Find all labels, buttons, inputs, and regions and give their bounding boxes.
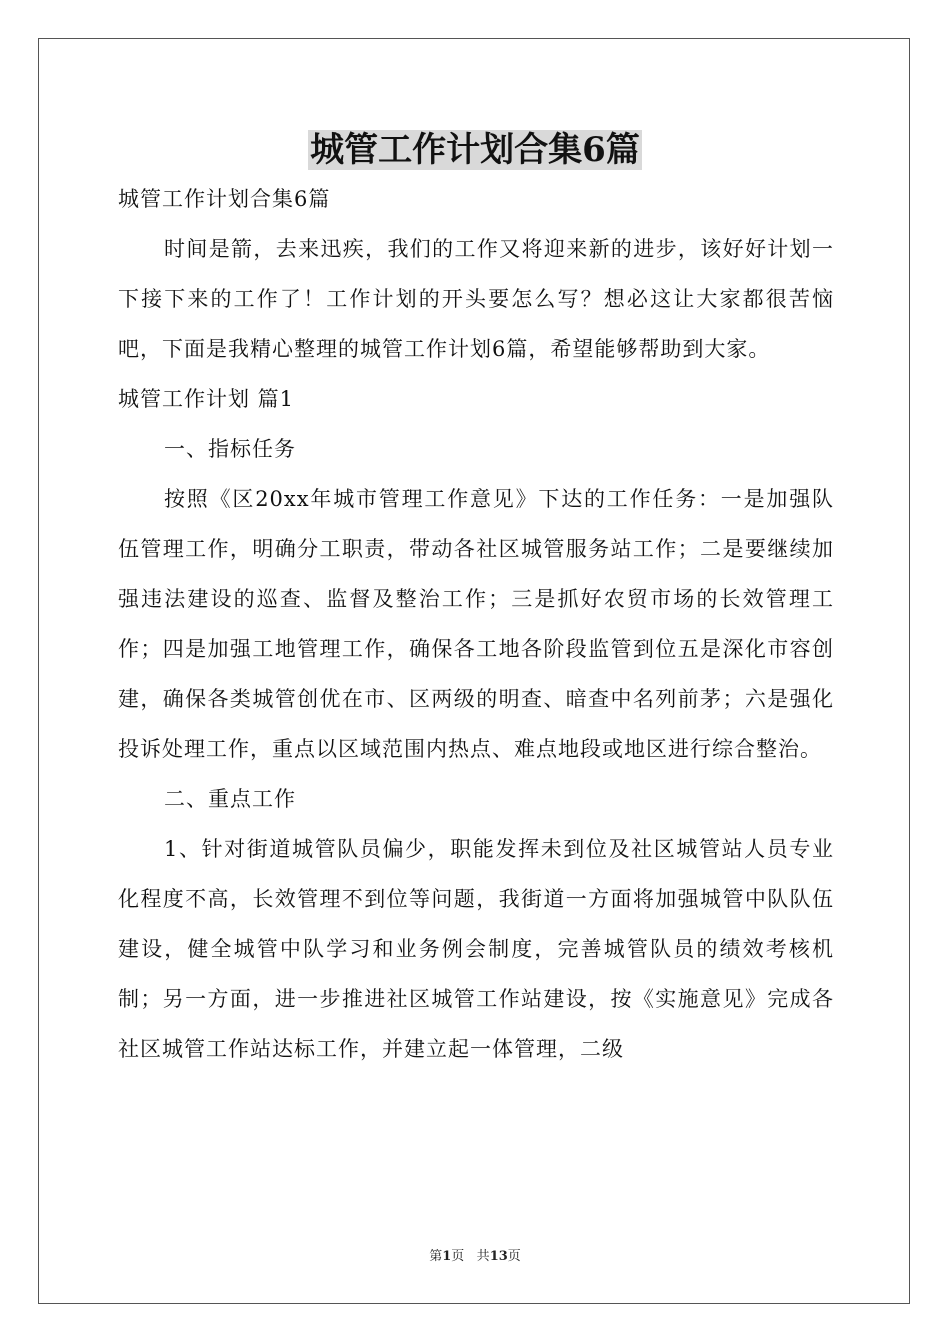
paragraph-list <box>118 224 834 1074</box>
page-number: 1 <box>442 1249 452 1264</box>
paragraph: 按照《区20xx年城市管理工作意见》下达的工作任务：一是加强队伍管理工作，明确分工职责，带动各社区城管服务站工作；二是要继续加强违法建设的巡查、监督及整治工作；三是抓好农贸市场的长效管理工作；四是加强工地管理工作，确保各工地各阶段监管到位五是深化市容创建，确保各类城管创优在市、区两级的明查、暗查中名列前茅；六是强化投诉处理工作，重点以区域范围内热点、难点地段或地区进行综合整治。 <box>118 487 834 761</box>
total-pages: 13 <box>489 1249 508 1264</box>
document-body <box>118 174 834 1074</box>
document-title-text: 城管工作计划合集6篇 <box>310 130 640 170</box>
total-prefix: 共 <box>476 1249 490 1264</box>
paragraph: 一、指标任务 <box>164 437 296 461</box>
page-prefix: 第 <box>429 1249 443 1264</box>
paragraph: 二、重点工作 <box>164 787 296 811</box>
paragraph: 时间是箭，去来迅疾，我们的工作又将迎来新的进步，该好好计划一下接下来的工作了！工作计划的开头要怎么写？想必这让大家都很苦恼吧，下面是我精心整理的城管工作计划6篇，希望能够帮助到大家。 <box>118 237 834 361</box>
document-title <box>0 128 950 172</box>
paragraph: 城管工作计划 篇1 <box>118 387 295 411</box>
total-suffix: 页 <box>507 1249 521 1264</box>
paragraph: 1、针对街道城管队员偏少，职能发挥未到位及社区城管站人员专业化程度不高，长效管理不到位等问题，我街道一方面将加强城管中队队伍建设，健全城管中队学习和业务例会制度，完善城管队员的绩效考核机制；另一方面，进一步推进社区城管工作站建设，按《实施意见》完成各社区城管工作站达标工作，并建立起一体管理，二级 <box>118 837 834 1061</box>
page-suffix: 页 <box>451 1249 465 1264</box>
page-footer <box>0 1248 950 1266</box>
document-subtitle: 城管工作计划合集6篇 <box>118 187 331 211</box>
